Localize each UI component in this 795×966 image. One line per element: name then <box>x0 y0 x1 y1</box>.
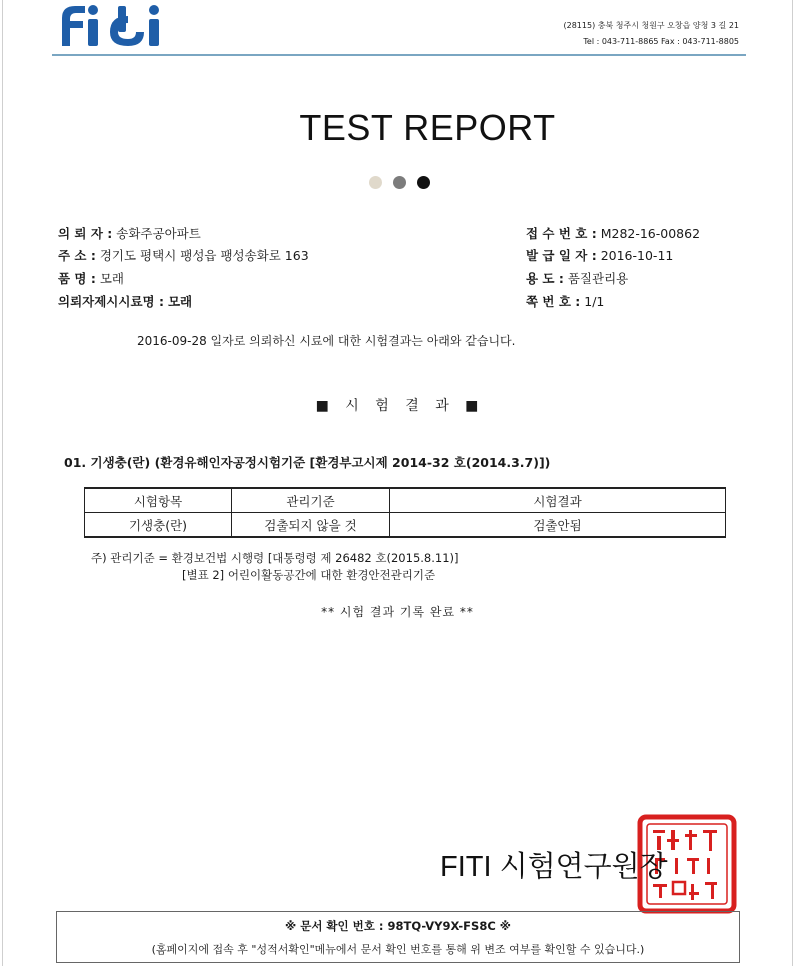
address-row <box>58 246 309 264</box>
purpose-label: 용 도 : <box>526 271 564 286</box>
page-no-row <box>526 292 604 310</box>
page-title: TEST REPORT <box>299 107 556 148</box>
subsection-title: 01. 기생충(란) (환경유해인자공정시험기준 [환경부고시제 2014-32 호(2014.3.7)]) <box>64 455 551 470</box>
client-label: 의 뢰 자 : <box>58 226 113 241</box>
table-header-cell: 시험항목 <box>85 488 232 513</box>
purpose-row <box>526 269 628 287</box>
verification-instruction: (홈페이지에 접속 후 "성적서확인"메뉴에서 문서 확인 번호를 통해 위 변조 여부를 확인할 수 있습니다.) <box>151 943 645 956</box>
page-no-value: 1/1 <box>584 294 605 309</box>
verification-box <box>56 911 740 963</box>
signer-name: FITI 시험연구원장 <box>440 851 668 883</box>
table-cell: 검출안됨 <box>390 513 726 538</box>
header-address: (28115) 충북 청주시 청원구 오창읍 양청 3 길 21 <box>563 21 739 30</box>
table-cell: 검출되지 않을 것 <box>232 513 390 538</box>
completion-text: ** 시험 결과 기록 완료 ** <box>321 605 474 619</box>
address-value: 경기도 평택시 팽성읍 팽성송화로 163 <box>99 248 309 263</box>
header-contact: Tel : 043-711-8865 Fax : 043-711-8805 <box>583 37 739 46</box>
intro-text: 2016-09-28 일자로 의뢰하신 시료에 대한 시험결과는 아래와 같습니다. <box>137 334 516 348</box>
decorative-dots <box>369 176 439 190</box>
note-line-2: [별표 2] 어린이활동공간에 대한 환경안전관리기준 <box>182 568 436 582</box>
section-title: ■ 시 험 결 과 ■ <box>315 398 485 414</box>
client-value: 송화주공아파트 <box>116 226 201 241</box>
issue-date-label: 발 급 일 자 : <box>526 248 597 263</box>
product-label: 품 명 : <box>58 271 96 286</box>
client-row <box>58 224 201 242</box>
issue-date-row <box>526 246 673 264</box>
address-label: 주 소 : <box>58 248 96 263</box>
fiti-logo <box>58 2 183 48</box>
table-cell: 기생충(란) <box>85 513 232 538</box>
results-table <box>84 487 726 538</box>
table-header-row <box>85 488 726 513</box>
sample-label: 의뢰자제시시료명 : <box>58 294 164 309</box>
table-header-cell: 시험결과 <box>390 488 726 513</box>
page-no-label: 쪽 번 호 : <box>526 294 581 309</box>
receipt-no-value: M282-16-00862 <box>600 226 701 241</box>
product-row <box>58 269 124 287</box>
sample-row <box>58 292 192 310</box>
dot-1 <box>369 176 382 189</box>
receipt-no-row <box>526 224 700 242</box>
note-line-1: 주) 관리기준 = 환경보건법 시행령 [대통령령 제 26482 호(2015.8.11)] <box>91 551 459 565</box>
receipt-no-label: 접 수 번 호 : <box>526 226 597 241</box>
table-header-cell: 관리기준 <box>232 488 390 513</box>
header-divider <box>52 54 746 56</box>
sample-value: 모래 <box>167 294 193 309</box>
dot-2 <box>393 176 406 189</box>
product-value: 모래 <box>99 271 124 286</box>
issue-date-value: 2016-10-11 <box>600 248 674 263</box>
dot-3 <box>417 176 430 189</box>
table-row <box>85 513 726 538</box>
verification-number: ※ 문서 확인 번호 : 98TQ-VY9X-FS8C ※ <box>285 919 511 933</box>
purpose-value: 품질관리용 <box>567 271 629 286</box>
